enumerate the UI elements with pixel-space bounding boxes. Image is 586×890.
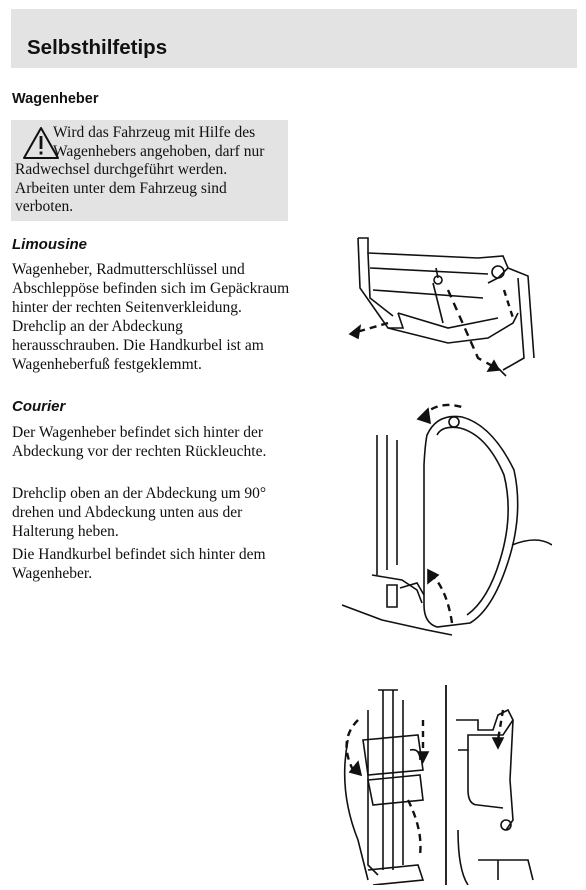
warning-box [11, 120, 288, 221]
limousine-heading: Limousine [12, 236, 88, 253]
page-title: Selbsthilfetips [27, 36, 168, 59]
warning-triangle-icon [21, 125, 61, 161]
warning-text: Wird das Fahrzeug mit Hilfe des Wagenhebers angehoben, darf nur Radwechsel durchgeführt werden. Arbeiten unter dem Fahrzeug sind verboten. [15, 124, 265, 216]
courier-paragraph-3: Die Handkurbel befindet sich hinter dem Wagenheber. [12, 546, 266, 582]
courier-heading: Courier [12, 398, 66, 415]
trim-cover-illustration [342, 395, 552, 640]
page-header [11, 9, 577, 68]
jack-illustration [328, 228, 538, 388]
courier-paragraph-2: Drehclip oben an der Abdeckung um 90° drehen und Abdeckung unten aus der Halterung heben. [12, 485, 267, 540]
jack-bracket-illustration [328, 680, 550, 885]
section-title: Wagenheber [12, 91, 99, 107]
courier-paragraph-1: Der Wagenheber befindet sich hinter der Abdeckung vor der rechten Rückleuchte. [12, 424, 267, 460]
limousine-text: Wagenheber, Radmutterschlüssel und Abschleppöse befinden sich im Gepäckraum hinter der rechten Seitenverkleidung. Drehclip an der Abdeckung herausschrauben. Die Handkurbel ist am Wagenheberfuß festgeklemmt. [12, 261, 290, 373]
